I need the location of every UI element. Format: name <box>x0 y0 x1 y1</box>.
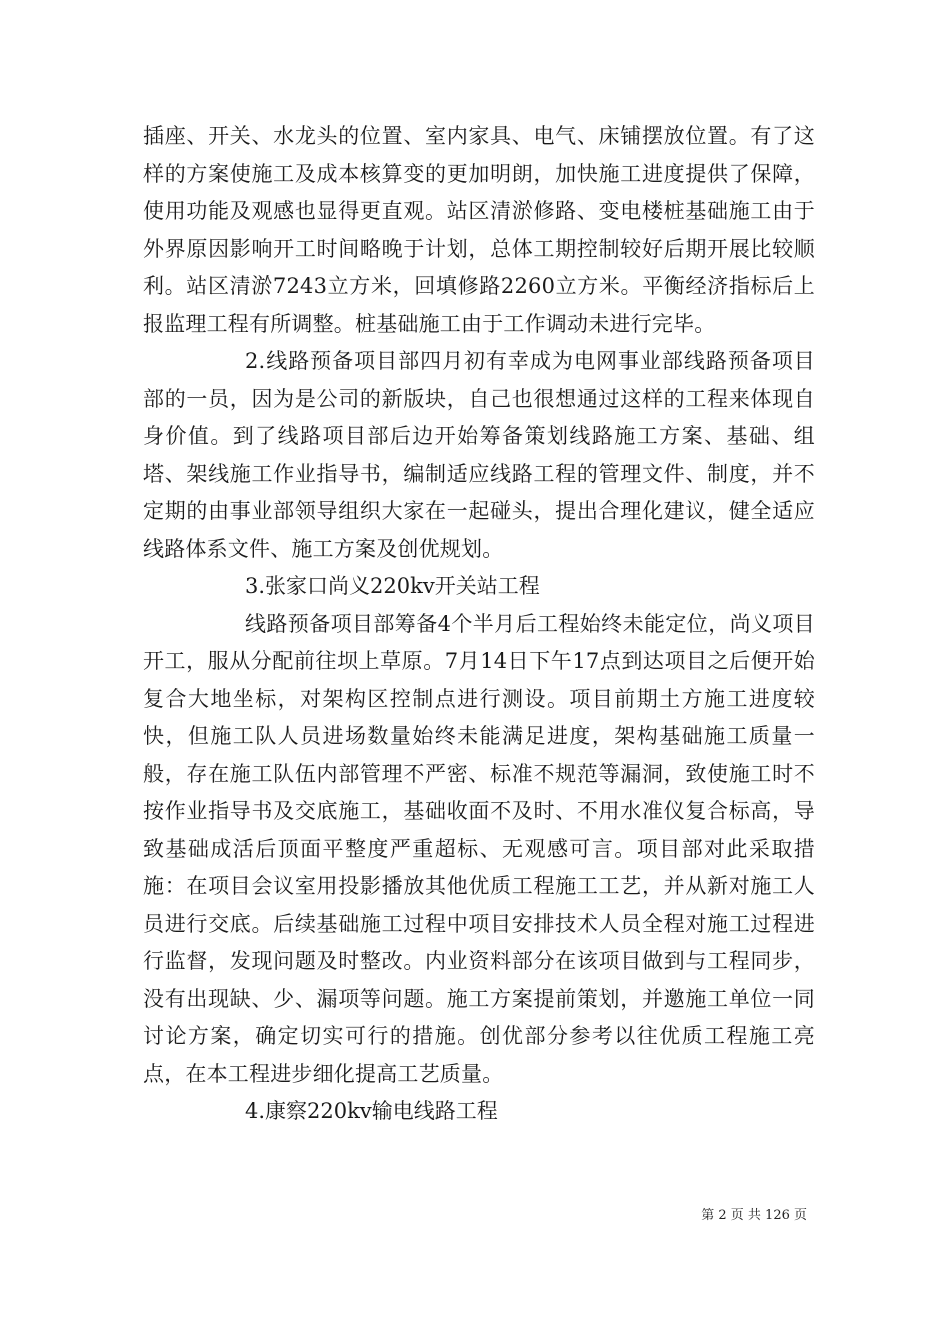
page-footer: 第 2 页 共 126 页 <box>701 1208 807 1223</box>
paragraph-section-2: 2.线路预备项目部四月初有幸成为电网事业部线路预备项目部的一员，因为是公司的新版块，自己也很想通过这样的工程来体现自身价值。到了线路项目部后边开始筹备策划线路施工方案、基础、组塔、架线施工作业指导书，编制适应线路工程的管理文件、制度，并不定期的由事业部领导组织大家在一起碰头，提出合理化建议，健全适应线路体系文件、施工方案及创优规划。 <box>143 349 815 561</box>
section-heading-4: 4.康察220kv输电线路工程 <box>245 1099 498 1123</box>
document-body <box>143 118 815 1131</box>
paragraph-section-3: 线路预备项目部筹备4个半月后工程始终未能定位，尚义项目开工，服从分配前往坝上草原。7月14日下午17点到达项目之后便开始复合大地坐标，对架构区控制点进行测设。项目前期土方施工进度较快，但施工队人员进场数量始终未能满足进度，架构基础施工质量一般，存在施工队伍内部管理不严密、标准不规范等漏洞，致使施工时不按作业指导书及交底施工，基础收面不及时、不用水准仪复合标高，导致基础成活后顶面平整度严重超标、无观感可言。项目部对此采取措施：在项目会议室用投影播放其他优质工程施工工艺，并从新对施工人员进行交底。后续基础施工过程中项目安排技术人员全程对施工过程进行监督，发现问题及时整改。内业资料部分在该项目做到与工程同步，没有出现缺、少、漏项等问题。施工方案提前策划，并邀施工单位一同讨论方案，确定切实可行的措施。创优部分参考以往优质工程施工亮点，在本工程进步细化提高工艺质量。 <box>143 611 815 1086</box>
paragraph-continuation: 插座、开关、水龙头的位置、室内家具、电气、床铺摆放位置。有了这样的方案使施工及成本核算变的更加明朗，加快施工进度提供了保障，使用功能及观感也显得更直观。站区清淤修路、变电楼桩基础施工由于外界原因影响开工时间略晚于计划，总体工期控制较好后期开展比较顺利。站区清淤7243立方米，回填修路2260立方米。平衡经济指标后上报监理工程有所调整。桩基础施工由于工作调动未进行完毕。 <box>143 124 815 336</box>
section-heading-3: 3.张家口尚义220kv开关站工程 <box>245 574 540 598</box>
